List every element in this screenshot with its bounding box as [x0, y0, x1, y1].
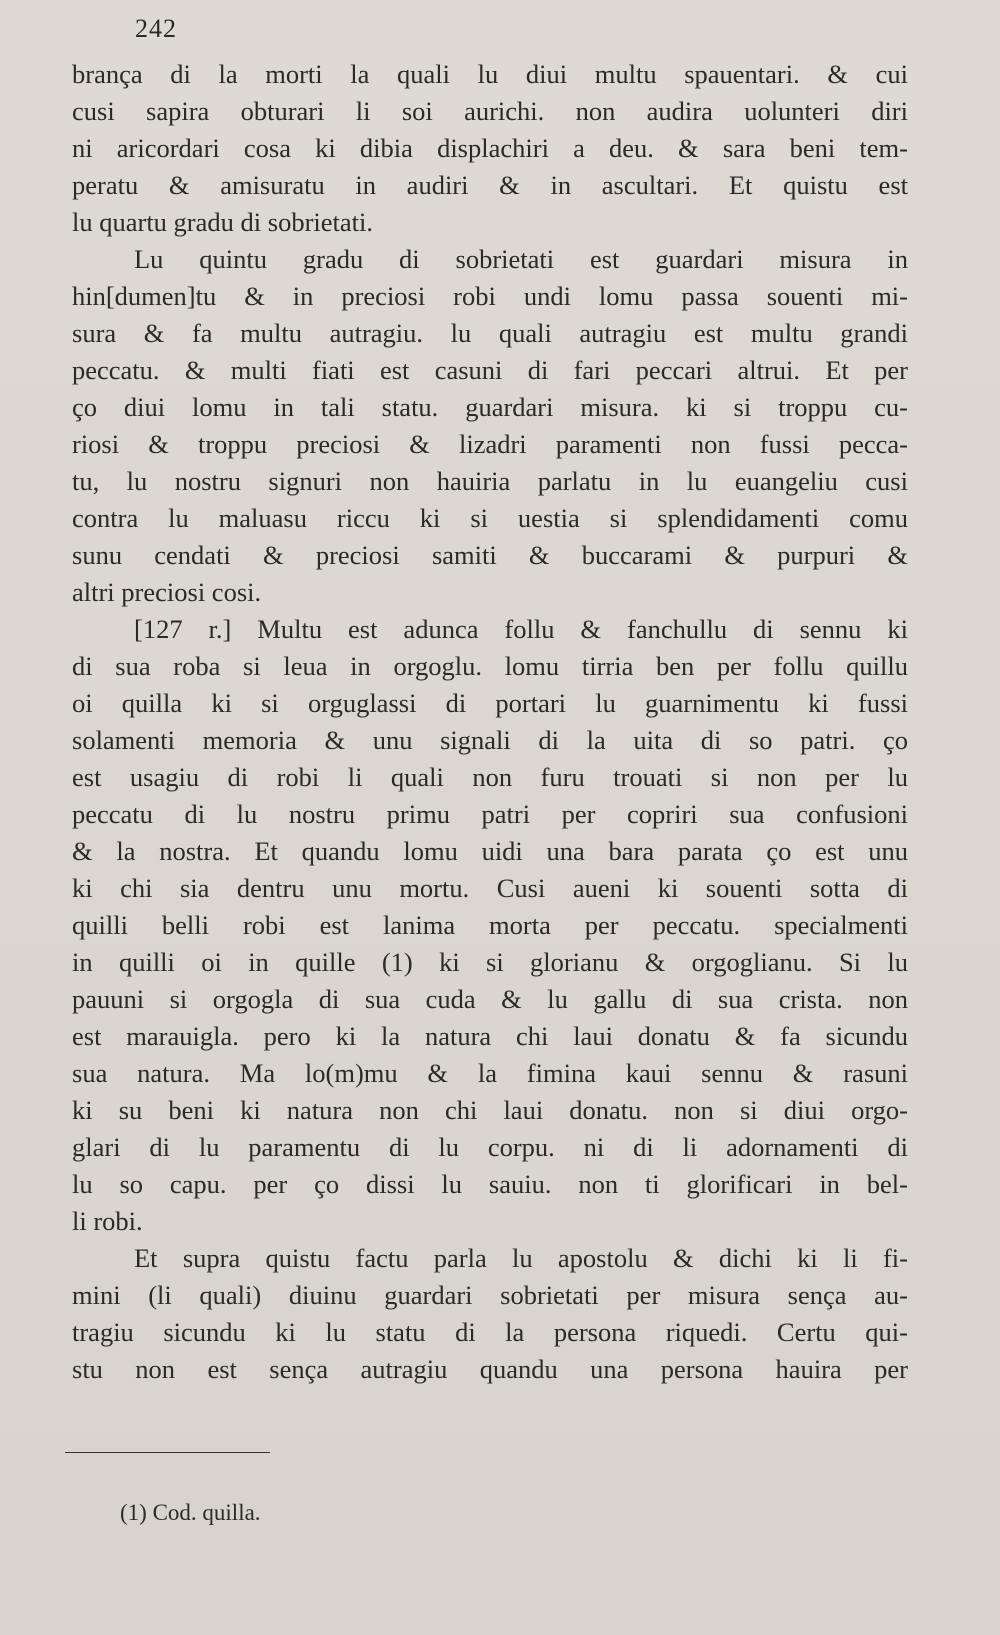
text-line: ki su beni ki natura non chi laui donatu. non si diui orgo- — [72, 1095, 908, 1125]
text-line: Lu quintu gradu di sobrietati est guardari misura in — [134, 244, 908, 274]
text-line: glari di lu paramentu di lu corpu. ni di li adornamenti di — [72, 1132, 908, 1162]
paragraph-4 — [72, 1240, 908, 1388]
text-line: pauuni si orgogla di sua cuda & lu gallu di sua crista. non — [72, 984, 908, 1014]
text-line: contra lu maluasu riccu ki si uestia si splendidamenti comu — [72, 503, 908, 533]
paragraph-1 — [72, 56, 908, 241]
text-line: mini (li quali) diuinu guardari sobrietati per misura sença au- — [72, 1280, 908, 1310]
text-line: ço diui lomu in tali statu. guardari misura. ki si troppu cu- — [72, 392, 908, 422]
text-line: & la nostra. Et quandu lomu uidi una bara parata ço est unu — [72, 836, 908, 866]
text-line: quilli belli robi est lanima morta per peccatu. specialmenti — [72, 910, 908, 940]
text-line: sura & fa multu autragiu. lu quali autragiu est multu grandi — [72, 318, 908, 348]
text-line: sunu cendati & preciosi samiti & buccarami & purpuri & — [72, 540, 908, 570]
text-line: ki chi sia dentru unu mortu. Cusi aueni ki souenti sotta di — [72, 873, 908, 903]
text-line: oi quilla ki si orguglassi di portari lu guarnimentu ki fussi — [72, 688, 908, 718]
text-line: brança di la morti la quali lu diui multu spauentari. & cui — [72, 59, 908, 89]
text-line: cusi sapira obturari li soi aurichi. non audira uolunteri diri — [72, 96, 908, 126]
footnote: (1) Cod. quilla. — [120, 1500, 261, 1525]
paragraph-3 — [72, 611, 908, 1240]
body-text — [72, 56, 908, 1388]
text-line: est usagiu di robi li quali non furu trouati si non per lu — [72, 762, 908, 792]
text-line: peccatu. & multi fiati est casuni di fari peccari altrui. Et per — [72, 355, 908, 385]
text-line: tu, lu nostru signuri non hauiria parlatu in lu euangeliu cusi — [72, 466, 908, 496]
text-line: sua natura. Ma lo(m)mu & la fimina kaui sennu & rasuni — [72, 1058, 908, 1088]
text-line: ni aricordari cosa ki dibia displachiri a deu. & sara beni tem- — [72, 133, 908, 163]
text-line: lu quartu gradu di sobrietati. — [72, 207, 373, 237]
text-line: peccatu di lu nostru primu patri per copriri sua confusioni — [72, 799, 908, 829]
text-line: stu non est sença autragiu quandu una persona hauira per — [72, 1354, 908, 1384]
text-line: altri preciosi cosi. — [72, 577, 262, 607]
text-line: lu so capu. per ço dissi lu sauiu. non ti glorificari in bel- — [72, 1169, 908, 1199]
text-line: di sua roba si leua in orgoglu. lomu tirria ben per follu quillu — [72, 651, 908, 681]
text-line: peratu & amisuratu in audiri & in ascultari. Et quistu est — [72, 170, 908, 200]
text-line: hin[dumen]tu & in preciosi robi undi lomu passa souenti mi- — [72, 281, 908, 311]
text-line: in quilli oi in quille (1) ki si glorianu & orgoglianu. Si lu — [72, 947, 908, 977]
text-line: est marauigla. pero ki la natura chi laui donatu & fa sicundu — [72, 1021, 908, 1051]
paragraph-2 — [72, 241, 908, 611]
text-line: [127 r.] Multu est adunca follu & fanchullu di sennu ki — [134, 614, 908, 644]
text-line: tragiu sicundu ki lu statu di la persona riquedi. Certu qui- — [72, 1317, 908, 1347]
text-line: Et supra quistu factu parla lu apostolu & dichi ki li fi- — [134, 1243, 908, 1273]
page-number: 242 — [135, 14, 177, 43]
text-line: li robi. — [72, 1206, 143, 1236]
text-line: riosi & troppu preciosi & lizadri paramenti non fussi pecca- — [72, 429, 908, 459]
text-line: solamenti memoria & unu signali di la uita di so patri. ço — [72, 725, 908, 755]
footnote-rule — [65, 1452, 270, 1453]
